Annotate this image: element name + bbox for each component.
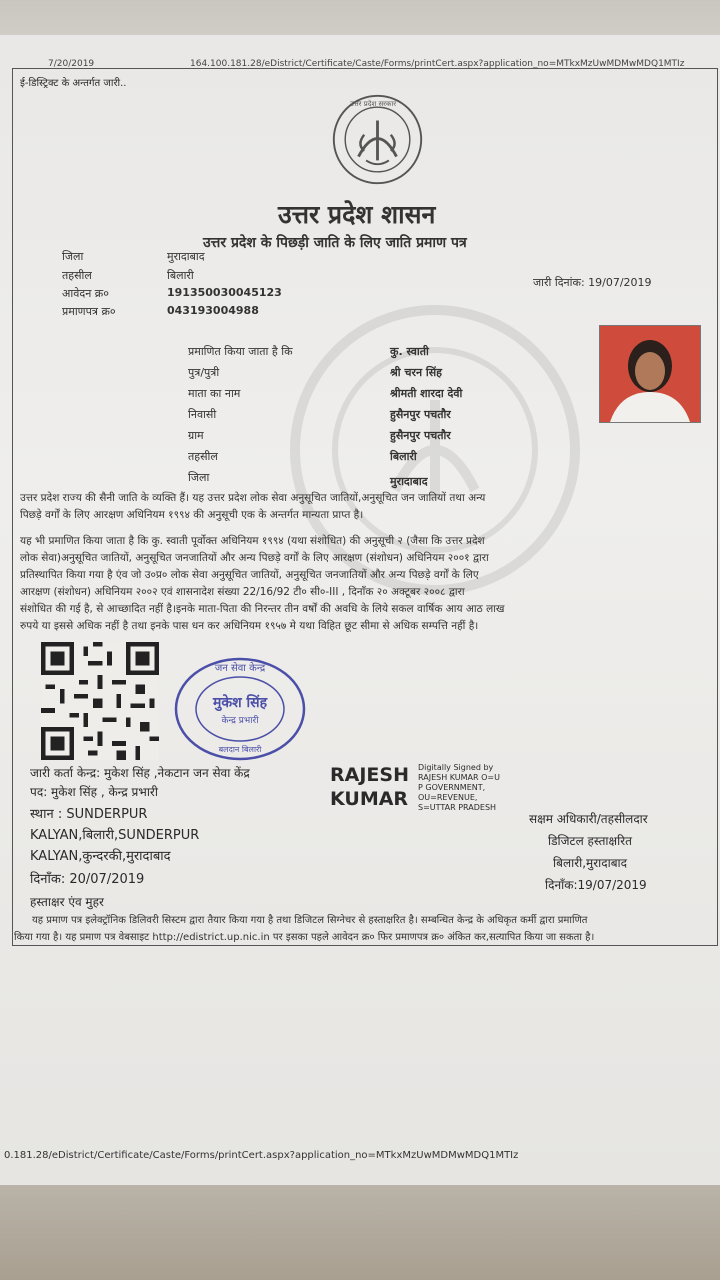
issuing-centre: जारी कर्ता केन्द्र: मुकेश सिंह ,नेकटान जन सेवा केंद्र — [30, 766, 250, 780]
applicant-photo — [599, 325, 701, 423]
digitally-signed-label: डिजिटल हस्ताक्षरित — [548, 834, 632, 848]
issuer-place-line2: KALYAN,बिलारी,SUNDERPUR — [30, 828, 200, 843]
field-label: प्रमाणपत्र क्र० — [62, 305, 116, 318]
certification-paragraph-2 — [20, 533, 692, 635]
mother-name: श्रीमती शारदा देवी — [390, 387, 463, 400]
footer-line: किया गया है। यह प्रमाण पत्र वेबसाइट http://edistrict.up.nic.in पर इसका पहले आवेदन क्र० फिर प्रमाणपत्र क्र० अंकित कर,सत्यापित किया जा सकता है। — [14, 932, 595, 943]
stamp-place: बलदान बिलारी — [218, 745, 262, 754]
paragraph-line: यह भी प्रमाणित किया जाता है कि कु. स्वाती पूर्वोक्त अधिनियम १९९४ (यथा संशोधित) की अनुसूची २ (जैसा कि उत्तर प्रदेश — [20, 535, 485, 547]
issuer-place-line1: स्थान : SUNDERPUR — [30, 807, 148, 822]
stamp-name: मुकेश सिंह — [212, 695, 268, 711]
certificate-number: 043193004988 — [167, 304, 259, 317]
paragraph-line: रुपये या इससे अधिक नहीं है तथा इनके पास धन कर अधिनियम १९५७ मे यथा विहित छूट सीमा से अधिक सम्पत्ति नहीं है। — [20, 620, 479, 632]
digital-signer-name-2: KUMAR — [330, 788, 409, 810]
paragraph-line: प्रतिस्थापित किया गया है एंव जो उ०प्र० लोक सेवा अनुसूचित जातियों, अनुसूचित जनजातियों और अन्य पिछड़े वर्गों के लिए — [20, 569, 479, 581]
applicant-name: कु. स्वाती — [390, 345, 429, 358]
certification-paragraph-1 — [20, 490, 692, 524]
qr-code — [38, 642, 162, 760]
person-label: जिला — [188, 471, 210, 484]
person-label: तहसील — [188, 450, 218, 463]
signature-and-seal-label: हस्ताक्षर एंव मुहर — [30, 895, 104, 909]
table-surface — [0, 1185, 720, 1280]
paragraph-line: लोक सेवा)अनुसूचित जातियों, अनुसूचित जनजातियों और अन्य पिछड़े वर्गों के लिए आरक्षण (संशोधन) अधिनियम २००१ द्वारा — [20, 552, 489, 564]
issuer-date: दिनाँक: 20/07/2019 — [30, 872, 145, 887]
ds-line: S=UTTAR PRADESH — [418, 803, 497, 812]
digital-signature-details — [418, 763, 500, 813]
issuer-designation: पद: मुकेश सिंह , केन्द्र प्रभारी — [30, 785, 158, 799]
authority-date: दिनाँक:19/07/2019 — [545, 878, 647, 892]
print-url: 164.100.181.28/eDistrict/Certificate/Caste/Forms/printCert.aspx?application_no=MTkxMzUwMDMwMDQ1MTIz — [190, 59, 685, 69]
field-label: तहसील — [62, 269, 92, 282]
person-label: पुत्र/पुत्री — [188, 366, 220, 379]
village: हुसैनपुर पचतौर — [390, 429, 451, 442]
district: मुरादाबाद — [390, 475, 428, 488]
competent-authority: सक्षम अधिकारी/तहसीलदार — [529, 812, 648, 826]
paragraph-line: पिछड़े वर्गों के लिए आरक्षण अधिनियम १९९४ की अनुसूची एक के अन्तर्गत मान्यता प्राप्त है। — [20, 509, 364, 521]
paragraph-line: संशोधित की गई है, से आच्छादित नहीं है।इनके माता-पिता की निरन्तर तीन वर्षों की अवधि के लिये सकल वार्षिक आय आठ लाख — [20, 603, 505, 615]
field-value: बिलारी — [167, 269, 194, 282]
father-name: श्री चरन सिंह — [390, 366, 443, 379]
issue-date: जारी दिनांक: 19/07/2019 — [533, 276, 652, 289]
certificate-title: उत्तर प्रदेश शासन — [278, 200, 436, 229]
residence: हुसैनपुर पचतौर — [390, 408, 451, 421]
emblem-label: उत्तर प्रदेश सरकार — [350, 100, 397, 108]
authority-place: बिलारी,मुरादाबाद — [553, 856, 628, 870]
field-value: मुरादाबाद — [167, 250, 205, 263]
print-date: 7/20/2019 — [48, 59, 95, 69]
footer-line: यह प्रमाण पत्र इलेक्ट्रॉनिक डिलिवरी सिस्टम द्वारा तैयार किया गया है तथा डिजिटल सिग्नेचर से हस्ताक्षरित है। सम्बन्धित केन्द्र के अधिकृत कर्मी द्वारा प्रमाणित — [32, 915, 588, 926]
person-label: ग्राम — [188, 429, 204, 442]
certificate-subtitle: उत्तर प्रदेश के पिछड़ी जाति के लिए जाति प्रमाण पत्र — [203, 235, 467, 251]
ds-line: RAJESH KUMAR O=U — [418, 773, 500, 782]
application-number: 191350030045123 — [167, 286, 282, 299]
ds-line: P GOVERNMENT, — [418, 783, 486, 792]
bottom-url: 0.181.28/eDistrict/Certificate/Caste/Forms/printCert.aspx?application_no=MTkxMzUwMDMwMDQ1MTIz — [4, 1150, 519, 1161]
field-label: जिला — [62, 250, 84, 263]
tehsil: बिलारी — [390, 450, 417, 463]
person-label: प्रमाणित किया जाता है कि — [188, 345, 293, 358]
paragraph-line: उत्तर प्रदेश राज्य की सैनी जाति के व्यक्ति हैं। यह उत्तर प्रदेश लोक सेवा अनुसूचित जातियों,अनुसूचित जन जातियों तथा अन्य — [20, 492, 486, 504]
footer-note — [14, 912, 714, 946]
jan-seva-kendra-stamp — [172, 655, 308, 763]
ds-line: Digitally Signed by — [418, 763, 494, 772]
edistrict-note: ई-डिस्ट्रिक्ट के अन्तर्गत जारी.. — [20, 78, 127, 89]
paragraph-line: आरक्षण (संशोधन) अधिनियम २००२ एवं शासनादेश संख्या 22/16/92 टी० सी०-III , दिनाँक २० अक्टूबर २००८ द्वारा — [20, 586, 465, 598]
ds-line: OU=REVENUE, — [418, 793, 478, 802]
issuer-place-line3: KALYAN,कुन्दरकी,मुरादाबाद — [30, 849, 171, 864]
field-label: आवेदन क्र० — [62, 287, 109, 300]
person-label: माता का नाम — [188, 387, 241, 400]
person-label: निवासी — [188, 408, 217, 421]
stamp-ring-text: जन सेवा केन्द्र — [214, 663, 266, 674]
stamp-role: केन्द्र प्रभारी — [221, 716, 259, 726]
digital-signer-name-1: RAJESH — [330, 764, 409, 786]
